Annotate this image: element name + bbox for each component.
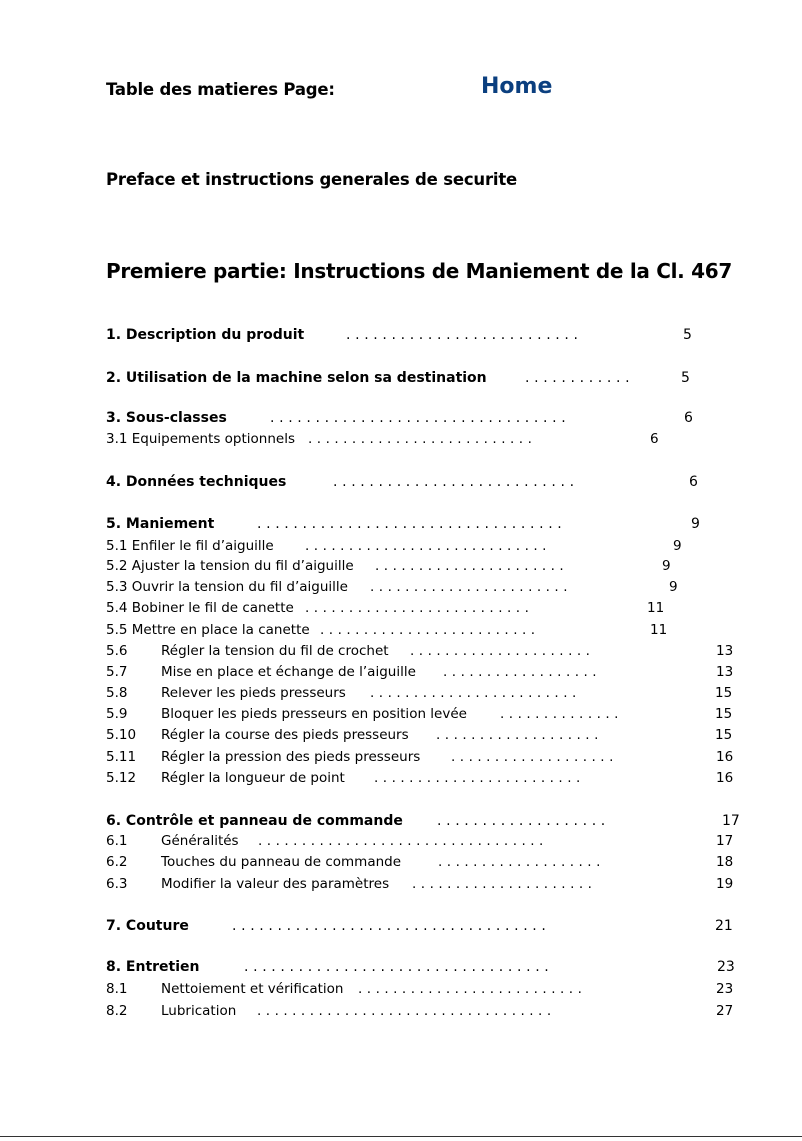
toc-page-number: 16 bbox=[716, 770, 734, 786]
toc-entry[interactable] bbox=[0, 748, 802, 766]
toc-entry-title: 8. Entretien bbox=[106, 959, 200, 975]
toc-page-number: 15 bbox=[715, 685, 733, 701]
toc-entry-title: 5.3 Ouvrir la tension du fil d’aiguille bbox=[106, 579, 348, 595]
toc-entry[interactable] bbox=[0, 875, 802, 893]
toc-dot-leader: . . . . . . . . . . . . . . . . . . . . . . . . . . . . . . . . . . bbox=[257, 516, 562, 532]
toc-entry-number: 5.10 bbox=[106, 727, 137, 743]
toc-entry-number: 6.2 bbox=[106, 854, 128, 870]
part-title[interactable]: Premiere partie: Instructions de Maniement de la Cl. 467 bbox=[106, 259, 732, 283]
toc-entry-title: Régler la course des pieds presseurs bbox=[161, 727, 409, 743]
toc-dot-leader: . . . . . . . . . . . . . . . . . . . . . . . . . . . . . . . . . bbox=[258, 833, 544, 849]
toc-entry-number: 6.3 bbox=[106, 876, 128, 892]
toc-entry[interactable] bbox=[0, 769, 802, 787]
toc-entry-title: 6. Contrôle et panneau de commande bbox=[106, 813, 403, 829]
toc-dot-leader: . . . . . . . . . . . . . . . . . . . . . . . . . . bbox=[305, 600, 529, 616]
toc-dot-leader: . . . . . . . . . . . . . . . . . . . . . bbox=[412, 876, 593, 892]
toc-dot-leader: . . . . . . . . . . . . . . . . . . bbox=[443, 664, 597, 680]
toc-dot-leader: . . . . . . . . . . . . . . . . . . . . . . . . . . bbox=[358, 981, 582, 997]
toc-dot-leader: . . . . . . . . . . . . . . . . . . . . . . . . . . . . bbox=[305, 538, 547, 554]
toc-dot-leader: . . . . . . . . . . . . . . . . . . . . . . . . bbox=[374, 770, 581, 786]
toc-entry[interactable] bbox=[0, 980, 802, 998]
toc-entry[interactable] bbox=[0, 958, 802, 976]
toc-dot-leader: . . . . . . . . . . . . . . . . . . . . . . . . . . . . . . . . . . . bbox=[232, 918, 546, 934]
toc-entry-title: 5.4 Bobiner le fil de canette bbox=[106, 600, 294, 616]
toc-page-number: 18 bbox=[716, 854, 734, 870]
toc-page-number: 15 bbox=[715, 706, 733, 722]
toc-entry-number: 8.1 bbox=[106, 981, 128, 997]
toc-entry-number: 5.7 bbox=[106, 664, 128, 680]
toc-entry-title: Régler la longueur de point bbox=[161, 770, 345, 786]
toc-entry-title: 1. Description du produit bbox=[106, 327, 305, 343]
toc-entry-number: 5.9 bbox=[106, 706, 128, 722]
toc-entry-title: Bloquer les pieds presseurs en position levée bbox=[161, 706, 467, 722]
toc-entry[interactable] bbox=[0, 621, 802, 639]
toc-dot-leader: . . . . . . . . . . . . . . . . . . . . . . . . . . . . . . . . . . bbox=[244, 959, 549, 975]
toc-entry-title: 7. Couture bbox=[106, 918, 189, 934]
toc-entry-title: 4. Données techniques bbox=[106, 474, 287, 490]
toc-entry[interactable] bbox=[0, 705, 802, 723]
toc-dot-leader: . . . . . . . . . . . . . . . . . . . bbox=[451, 749, 614, 765]
toc-page-number: 9 bbox=[662, 558, 671, 574]
toc-entry[interactable] bbox=[0, 1002, 802, 1020]
toc-entry[interactable] bbox=[0, 684, 802, 702]
toc-entry[interactable] bbox=[0, 515, 802, 533]
toc-page-number: 11 bbox=[647, 600, 665, 616]
toc-entry[interactable] bbox=[0, 326, 802, 344]
toc-page-number: 9 bbox=[669, 579, 678, 595]
toc-page-number: 6 bbox=[650, 431, 659, 447]
toc-dot-leader: . . . . . . . . . . . . . . . . . . . . . . . . bbox=[370, 685, 577, 701]
toc-entry-title: Lubrication bbox=[161, 1003, 237, 1019]
toc-dot-leader: . . . . . . . . . . . . . . . . . . . . . . . . . . . . . . . . . . bbox=[257, 1003, 552, 1019]
toc-page-number: 27 bbox=[716, 1003, 734, 1019]
toc-page-number: 16 bbox=[716, 749, 734, 765]
toc-entry[interactable] bbox=[0, 642, 802, 660]
toc-page-number: 5 bbox=[683, 327, 692, 343]
toc-entry[interactable] bbox=[0, 726, 802, 744]
toc-entry-title: 3. Sous-classes bbox=[106, 410, 227, 426]
toc-entry-title: 3.1 Equipements optionnels bbox=[106, 431, 296, 447]
toc-dot-leader: . . . . . . . . . . . . . . . . . . . bbox=[437, 813, 606, 829]
toc-entry-number: 8.2 bbox=[106, 1003, 128, 1019]
toc-dot-leader: . . . . . . . . . . . . . . bbox=[500, 706, 619, 722]
toc-dot-leader: . . . . . . . . . . . . . . . . . . . . . . bbox=[375, 558, 564, 574]
toc-entry[interactable] bbox=[0, 430, 802, 448]
toc-entry-title: 5. Maniement bbox=[106, 516, 215, 532]
toc-entry[interactable] bbox=[0, 557, 802, 575]
toc-entry[interactable] bbox=[0, 409, 802, 427]
toc-page-number: 23 bbox=[716, 981, 734, 997]
toc-entry-title: 5.2 Ajuster la tension du fil d’aiguille bbox=[106, 558, 354, 574]
preface-heading[interactable]: Preface et instructions generales de securite bbox=[106, 170, 518, 189]
toc-entry[interactable] bbox=[0, 578, 802, 596]
toc-entry[interactable] bbox=[0, 917, 802, 935]
toc-entry-title: Généralités bbox=[161, 833, 239, 849]
toc-entry-title: Régler la pression des pieds presseurs bbox=[161, 749, 421, 765]
toc-dot-leader: . . . . . . . . . . . . bbox=[525, 370, 630, 386]
toc-page-number: 9 bbox=[673, 538, 682, 554]
toc-entry-title: Modifier la valeur des paramètres bbox=[161, 876, 390, 892]
toc-page-number: 15 bbox=[715, 727, 733, 743]
toc-dot-leader: . . . . . . . . . . . . . . . . . . . . . . . . . bbox=[320, 622, 536, 638]
toc-page-number: 6 bbox=[684, 410, 693, 426]
toc-entry-title: 5.5 Mettre en place la canette bbox=[106, 622, 310, 638]
toc-page-number: 19 bbox=[716, 876, 734, 892]
toc-entry-title: Mise en place et échange de l’aiguille bbox=[161, 664, 416, 680]
toc-entry[interactable] bbox=[0, 812, 802, 830]
toc-page-number: 13 bbox=[716, 664, 734, 680]
toc-entry-number: 5.8 bbox=[106, 685, 128, 701]
toc-entry[interactable] bbox=[0, 537, 802, 555]
toc-page-number: 17 bbox=[722, 813, 740, 829]
toc-page-number: 11 bbox=[650, 622, 668, 638]
toc-dot-leader: . . . . . . . . . . . . . . . . . . . bbox=[438, 854, 601, 870]
toc-entry-number: 5.12 bbox=[106, 770, 137, 786]
toc-dot-leader: . . . . . . . . . . . . . . . . . . . . . . . . . . bbox=[346, 327, 579, 343]
toc-page-number: 17 bbox=[716, 833, 734, 849]
toc-dot-leader: . . . . . . . . . . . . . . . . . . . . . . . . . . . bbox=[333, 474, 575, 490]
page-divider bbox=[0, 1136, 802, 1137]
toc-entry[interactable] bbox=[0, 599, 802, 617]
toc-entry[interactable] bbox=[0, 473, 802, 491]
toc-entry-title: 5.1 Enfiler le fil d’aiguille bbox=[106, 538, 274, 554]
toc-page-number: 13 bbox=[716, 643, 734, 659]
toc-entry-title: 2. Utilisation de la machine selon sa destination bbox=[106, 370, 487, 386]
toc-entry-number: 5.11 bbox=[106, 749, 137, 765]
toc-dot-leader: . . . . . . . . . . . . . . . . . . . bbox=[436, 727, 599, 743]
toc-dot-leader: . . . . . . . . . . . . . . . . . . . . . . . . . . bbox=[308, 431, 532, 447]
toc-page-number: 9 bbox=[691, 516, 700, 532]
toc-dot-leader: . . . . . . . . . . . . . . . . . . . . . . . bbox=[370, 579, 568, 595]
toc-entry-title: Nettoiement et vérification bbox=[161, 981, 344, 997]
toc-entry[interactable] bbox=[0, 832, 802, 850]
toc-entry-title: Relever les pieds presseurs bbox=[161, 685, 346, 701]
toc-entry-number: 5.6 bbox=[106, 643, 128, 659]
toc-page-number: 23 bbox=[717, 959, 735, 975]
toc-dot-leader: . . . . . . . . . . . . . . . . . . . . . . . . . . . . . . . . . bbox=[270, 410, 566, 426]
toc-dot-leader: . . . . . . . . . . . . . . . . . . . . . bbox=[410, 643, 591, 659]
toc-entry-number: 6.1 bbox=[106, 833, 128, 849]
toc-page-number: 21 bbox=[715, 918, 733, 934]
toc-entry[interactable] bbox=[0, 369, 802, 387]
toc-entry-title: Touches du panneau de commande bbox=[161, 854, 402, 870]
toc-page-number: 6 bbox=[689, 474, 698, 490]
toc-heading: Table des matieres Page: bbox=[106, 80, 335, 99]
toc-entry[interactable] bbox=[0, 853, 802, 871]
toc-entry-title: Régler la tension du fil de crochet bbox=[161, 643, 389, 659]
toc-page-number: 5 bbox=[681, 370, 690, 386]
toc-entry[interactable] bbox=[0, 663, 802, 681]
home-link[interactable]: Home bbox=[481, 74, 553, 99]
